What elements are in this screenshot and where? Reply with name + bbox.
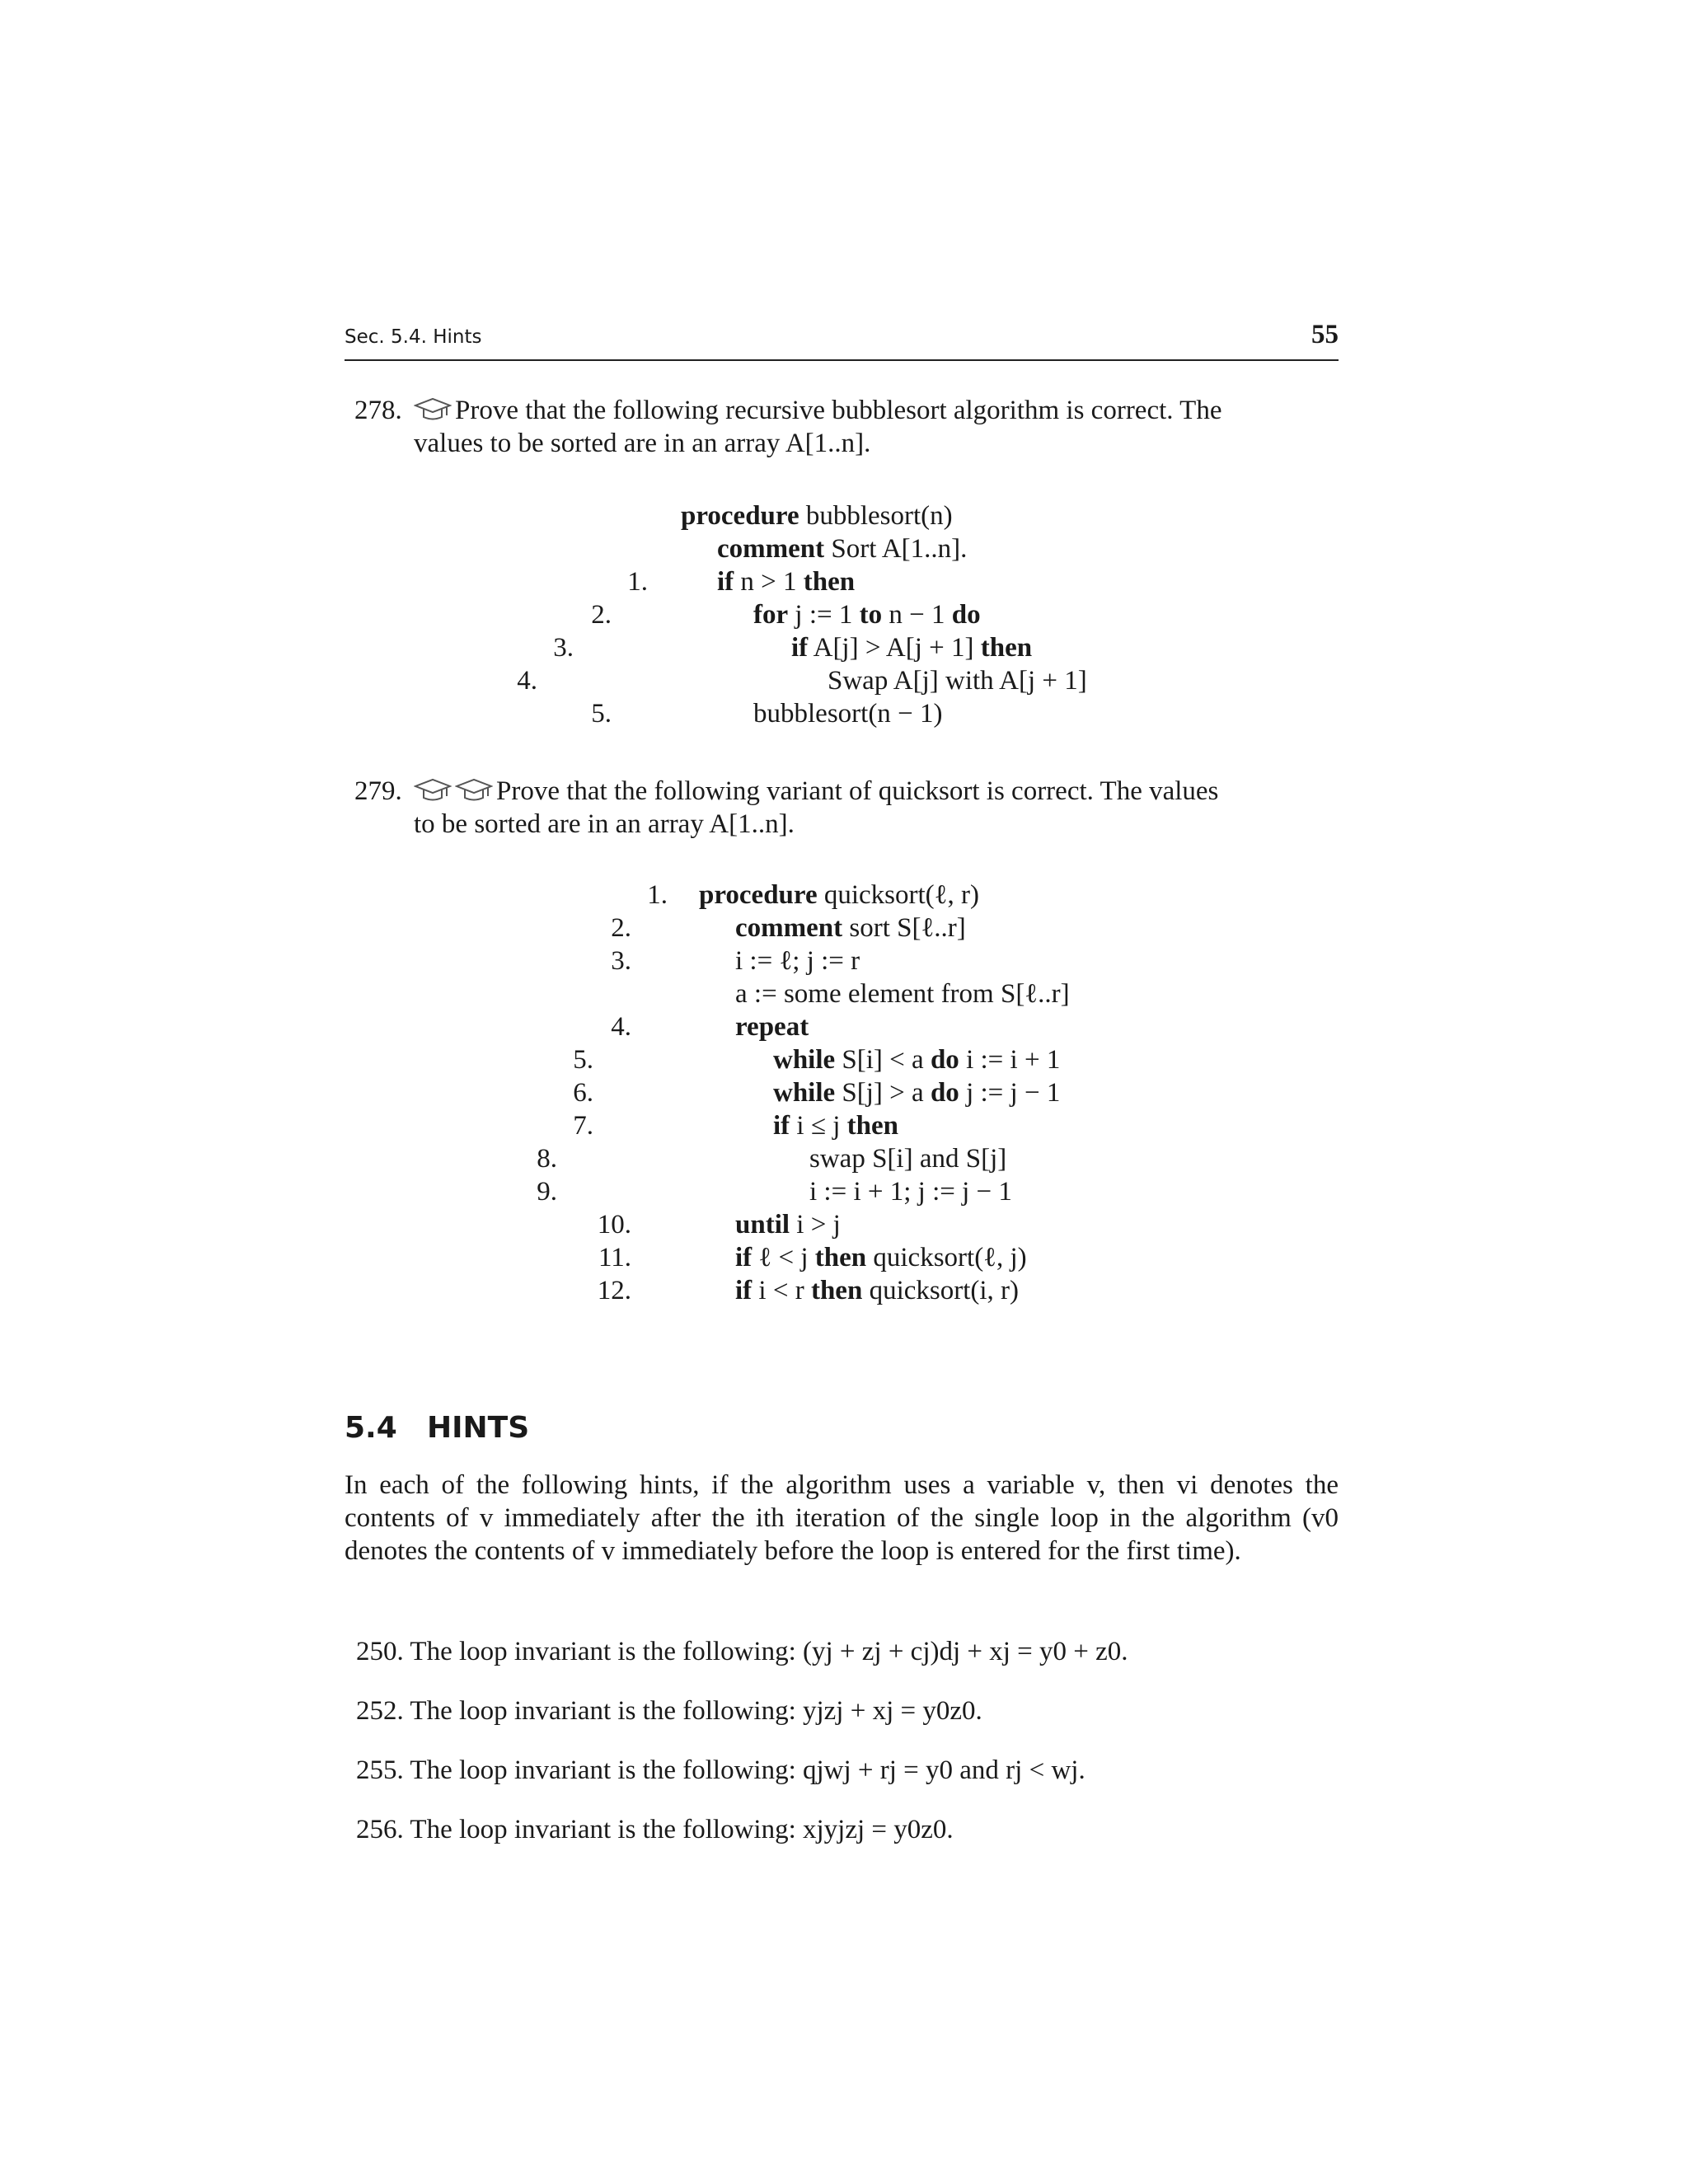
algo-line: 11. if ℓ < j then quicksort(ℓ, j) <box>598 1243 1027 1272</box>
algo-line: 12. if i < r then quicksort(i, r) <box>597 1276 1020 1305</box>
mortarboard-icon <box>414 396 452 424</box>
running-head <box>345 320 1339 361</box>
algo-line: 5. while S[i] < a do i := i + 1 <box>573 1045 1061 1075</box>
algo-line: 8. swap S[i] and S[j] <box>537 1144 1007 1174</box>
algo-line: 9. i := i + 1; j := j − 1 <box>537 1177 1012 1207</box>
algorithm-quicksort <box>537 879 1070 1307</box>
page-number: 55 <box>1311 320 1339 349</box>
exercise-number: 278. <box>354 396 402 425</box>
algo-line: 4. repeat <box>611 1012 809 1042</box>
algorithm-bubblesort <box>517 499 1087 730</box>
section-title: HINTS <box>427 1411 530 1445</box>
algo-line: 7. if i ≤ j then <box>573 1111 898 1141</box>
exercise-text: Prove that the following variant of quicksort is correct. The values <box>496 776 1219 806</box>
exercise-text: Prove that the following recursive bubblesort algorithm is correct. The <box>455 396 1222 425</box>
section-heading <box>345 1411 529 1445</box>
hint-item: 255. The loop invariant is the following: qjwj + rj = y0 and rj < wj. <box>356 1755 1085 1785</box>
exercise-text-line-1 <box>414 394 1339 427</box>
algo-header: procedure bubblesort(n) <box>681 501 953 531</box>
algo-line: a := some element from S[ℓ..r] <box>735 979 1070 1009</box>
exercise-number: 279. <box>354 776 402 806</box>
hint-item: 252. The loop invariant is the following: yjzj + xj = y0z0. <box>356 1696 982 1726</box>
exercise-text-line-1 <box>414 775 1339 808</box>
algo-line: 4. Swap A[j] with A[j + 1] <box>517 666 1087 696</box>
exercise-278 <box>354 394 1339 460</box>
algo-line: 1. if n > 1 then <box>627 567 856 597</box>
exercise-279 <box>354 775 1339 841</box>
algo-line: 6. while S[j] > a do j := j − 1 <box>573 1078 1061 1108</box>
mortarboard-icon <box>414 776 452 804</box>
exercise-text-line-2: values to be sorted are in an array A[1..n]. <box>414 429 871 458</box>
algo-comment: comment Sort A[1..n]. <box>717 534 968 564</box>
algo-line: 2. for j := 1 to n − 1 do <box>591 600 981 630</box>
algo-line: 5. bubblesort(n − 1) <box>591 699 943 729</box>
algo-line: 2. comment sort S[ℓ..r] <box>611 913 966 943</box>
section-intro: In each of the following hints, if the algorithm uses a variable v, then vi denotes the contents of v immediately after the ith iteration of the single loop in the algorithm (v0 denotes the contents of v immediately before the loop is entered for the first time). <box>345 1470 1339 1566</box>
algo-line: 10. until i > j <box>597 1210 841 1240</box>
algo-line: 3. if A[j] > A[j + 1] then <box>553 633 1033 663</box>
page <box>345 0 1339 2184</box>
section-number: 5.4 <box>345 1411 397 1445</box>
hint-item: 256. The loop invariant is the following: xjyjzj = y0z0. <box>356 1815 954 1844</box>
algo-line: 3. i := ℓ; j := r <box>611 946 860 976</box>
exercise-text-line-2: to be sorted are in an array A[1..n]. <box>414 809 795 839</box>
mortarboard-icon <box>455 776 493 804</box>
hint-item: 250. The loop invariant is the following: (yj + zj + cj)dj + xj = y0 + z0. <box>356 1637 1128 1666</box>
running-head-section: Sec. 5.4. Hints <box>345 326 482 348</box>
algo-line: 1. procedure quicksort(ℓ, r) <box>647 880 979 910</box>
